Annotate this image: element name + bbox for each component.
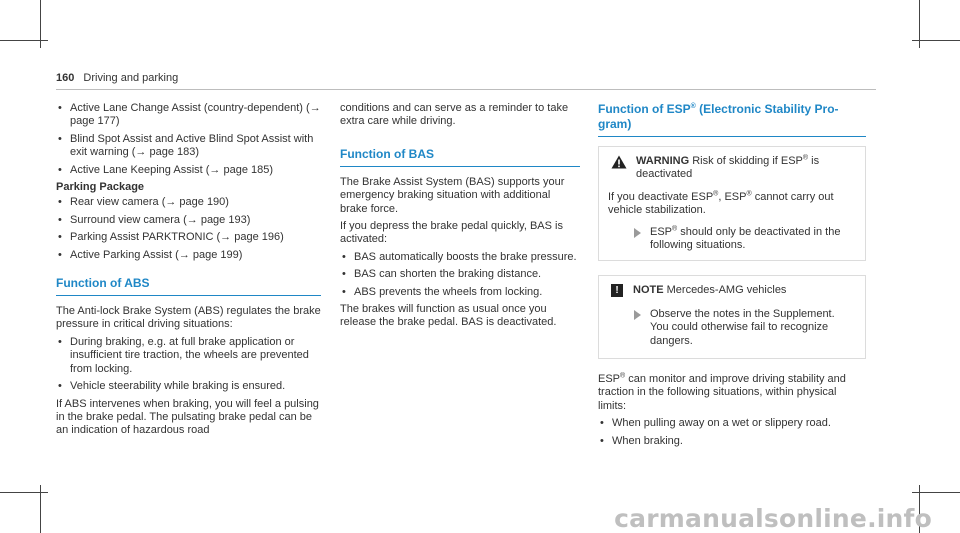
spacer xyxy=(56,266,321,276)
registered-mark: ® xyxy=(620,372,626,380)
esp-section-title xyxy=(598,102,866,132)
list-item: • Vehicle steerability while braking is ensured. xyxy=(56,380,321,393)
note-instruction-text: Observe the notes in the Supplement. You could otherwise fail to recognize dangers. xyxy=(650,307,835,347)
esp-title-text: Function of ESP xyxy=(598,102,691,116)
list-item: • Surround view camera (→ page 193) xyxy=(56,214,321,227)
bas-paragraph-3: The brakes will function as usual once you release the brake pedal. BAS is deactivated. xyxy=(340,303,557,329)
warning-instruction-text xyxy=(650,226,856,253)
page-number: 160 xyxy=(56,72,75,84)
section-divider xyxy=(598,136,866,137)
instruction-text: ESP xyxy=(650,225,673,238)
note-title xyxy=(633,284,856,297)
list-item: • During braking, e.g. at full brake application or insufficient tire traction, the wheels are prevented from locking. xyxy=(56,336,321,376)
registered-mark: ® xyxy=(713,190,719,198)
warning-text: Risk of skidding if ESP xyxy=(689,155,803,167)
warning-paragraph-text: cannot carry out vehicle stabilization. xyxy=(608,190,834,217)
section-divider xyxy=(340,166,580,167)
crop-mark xyxy=(0,40,48,41)
watermark: carmanualsonline.info xyxy=(614,503,932,533)
warning-triangle-icon xyxy=(611,155,627,173)
crop-mark xyxy=(912,40,960,41)
parking-package-heading: Parking Package xyxy=(56,181,145,194)
warning-text: is deactivated xyxy=(636,155,820,181)
page-header-title: Driving and parking xyxy=(83,72,179,84)
abs-list xyxy=(56,336,321,394)
crop-mark xyxy=(0,492,48,493)
continued-paragraph: conditions and can serve as a reminder to take extra care while driving. xyxy=(340,102,569,128)
list-item: • BAS automatically boosts the brake pressure. xyxy=(340,251,580,264)
warning-title xyxy=(636,155,856,182)
list-item: • Parking Assist PARKTRONIC (→ page 196) xyxy=(56,231,321,244)
list-item: • ABS prevents the wheels from locking. xyxy=(340,286,580,299)
bas-paragraph-1: The Brake Assist System (BAS) supports your emergency braking situation with additional brake force. xyxy=(340,175,565,215)
note-label: NOTE xyxy=(633,284,664,297)
registered-mark: ® xyxy=(672,224,678,232)
esp-title-text: (Electronic Stability Program) xyxy=(598,102,839,131)
list-item: • Active Parking Assist (→ page 199) xyxy=(56,249,321,262)
warning-instruction xyxy=(608,226,856,253)
list-item: • Active Lane Change Assist (country-dependent) (→ page 177) xyxy=(56,102,321,129)
warning-box xyxy=(598,146,866,261)
registered-mark: ® xyxy=(802,154,809,162)
bas-section-title: Function of BAS xyxy=(340,146,434,161)
abs-section-title: Function of ABS xyxy=(56,276,150,291)
list-item: • When pulling away on a wet or slippery road. xyxy=(598,417,866,430)
note-box xyxy=(598,275,866,359)
arrow-right-icon xyxy=(634,228,641,238)
crop-mark xyxy=(912,492,960,493)
header-divider xyxy=(56,89,876,90)
bas-paragraph-2: If you depress the brake pedal quickly, BAS is activated: xyxy=(340,220,563,246)
abs-intro: The Anti-lock Brake System (ABS) regulates the brake pressure in critical driving situations: xyxy=(56,305,321,331)
list-item: • BAS can shorten the braking distance. xyxy=(340,268,580,281)
list-item: • Blind Spot Assist and Active Blind Spot Assist with exit warning (→ page 183) xyxy=(56,133,321,160)
column-middle xyxy=(340,102,580,334)
list-item: • Rear view camera (→ page 190) xyxy=(56,196,321,209)
note-text: Mercedes-AMG vehicles xyxy=(663,284,787,297)
warning-label: WARNING xyxy=(636,155,690,167)
spacer xyxy=(340,133,580,147)
esp-paragraph-text: can monitor and improve driving stability and traction in the following situations, within physical limits: xyxy=(598,373,846,412)
esp-paragraph-text: ESP xyxy=(598,373,621,386)
registered-mark: ® xyxy=(690,103,696,110)
driver-assist-list xyxy=(56,102,321,177)
warning-paragraph-text: , ESP xyxy=(718,190,747,203)
warning-paragraph xyxy=(608,191,856,218)
instruction-text: should only be deactivated in the following situations. xyxy=(650,225,841,252)
parking-package-list xyxy=(56,196,321,262)
page-header xyxy=(56,72,178,85)
note-header xyxy=(608,284,856,297)
bas-list xyxy=(340,251,580,299)
column-left xyxy=(56,102,321,442)
esp-list xyxy=(598,417,866,448)
arrow-right-icon xyxy=(634,310,641,320)
esp-paragraph xyxy=(598,373,866,413)
column-right xyxy=(598,102,866,452)
list-item: • When braking. xyxy=(598,435,866,448)
abs-paragraph: If ABS intervenes when braking, you will feel a pulsing in the brake pedal. The pulsating brake pedal can be an indication of hazardous road xyxy=(56,397,319,437)
warning-header xyxy=(608,155,856,182)
note-instruction xyxy=(608,308,856,348)
exclamation-icon: ! xyxy=(611,284,623,297)
registered-mark: ® xyxy=(746,190,752,198)
warning-paragraph-text: If you deactivate ESP xyxy=(608,190,714,203)
list-item: • Active Lane Keeping Assist (→ page 185) xyxy=(56,164,321,177)
section-divider xyxy=(56,295,321,296)
